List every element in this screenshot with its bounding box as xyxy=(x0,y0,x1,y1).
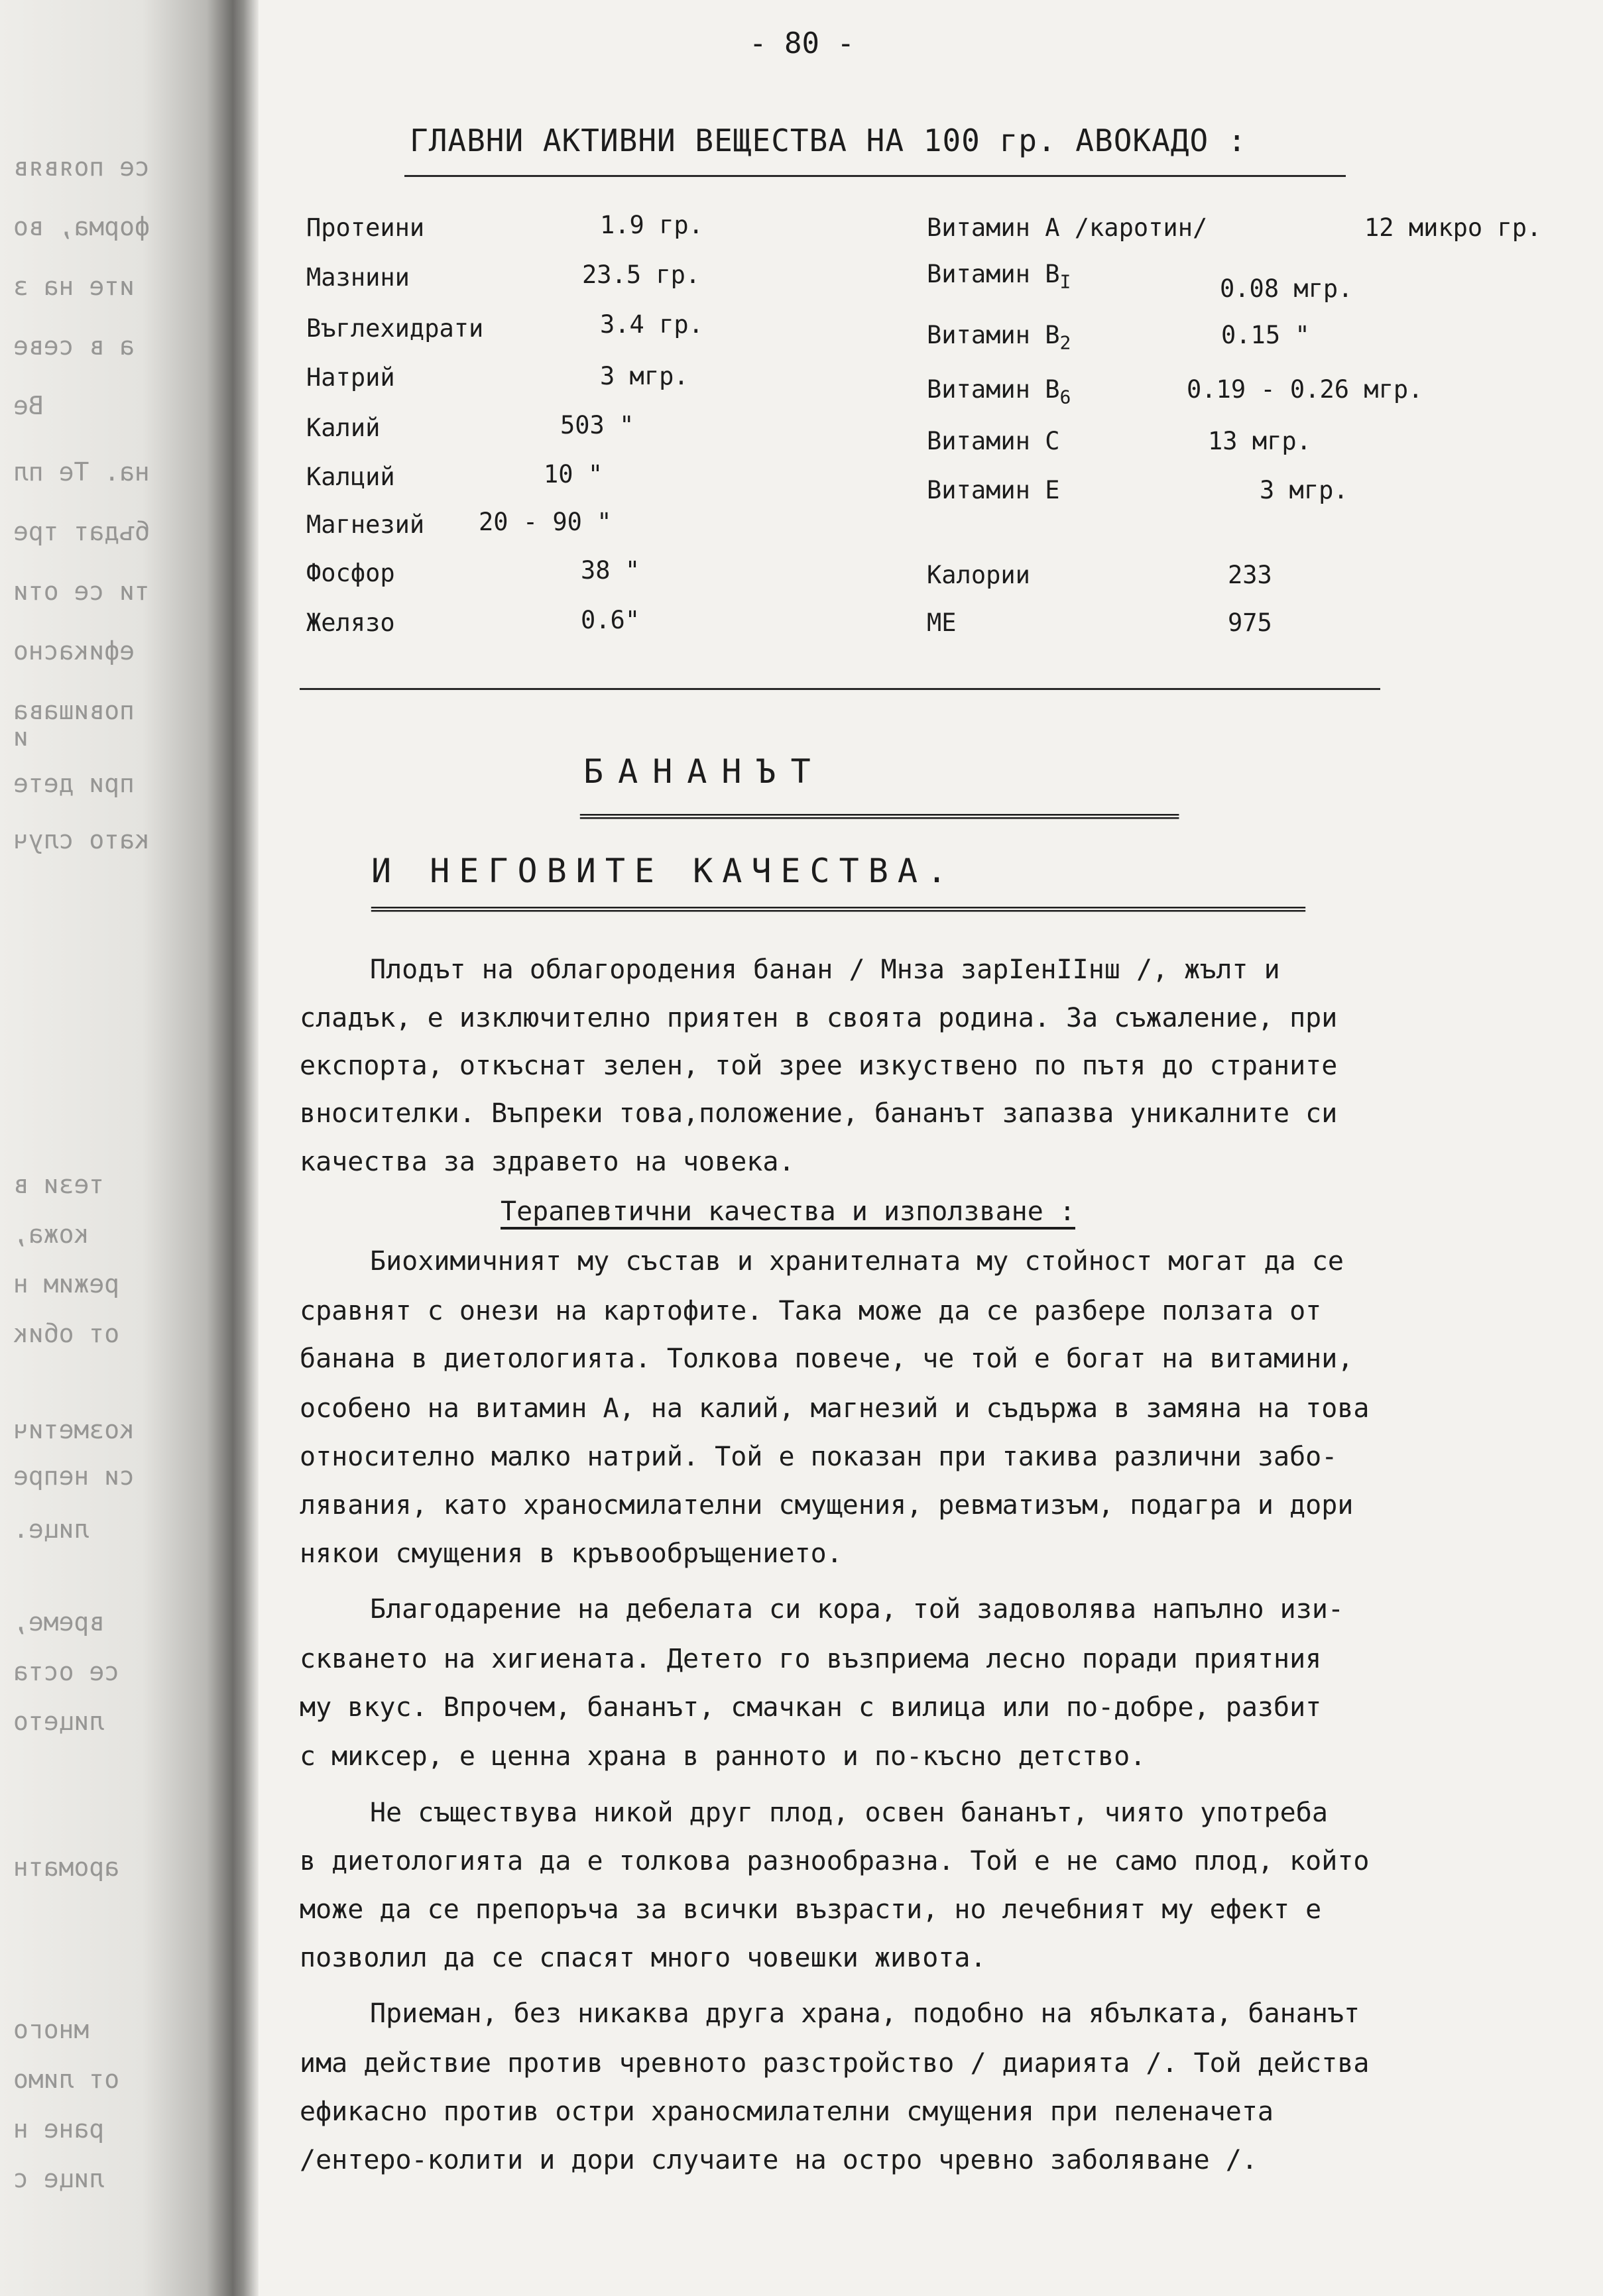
page-number: - 80 - xyxy=(749,27,855,60)
vitamin-name: Витамин $В_2$ xyxy=(927,321,1071,354)
document-page xyxy=(265,0,1591,2296)
table-title: ГЛАВНИ АКТИВНИ ВЕЩЕСТВА НА 100 гр. АВОКАДО : xyxy=(410,123,1247,158)
nutrient-name: Протеини xyxy=(306,213,425,242)
bleed-line: ароматн xyxy=(13,1853,120,1882)
bleed-line: форма, во xyxy=(13,212,150,241)
vitamin-value: 0.19 - 0.26 мгр. xyxy=(1187,375,1423,404)
text-line: скването на хигиената. Детето го възприема лесно поради приятния xyxy=(300,1644,1322,1674)
text-line: относително малко натрий. Той е показан при такива различни забо- xyxy=(300,1442,1338,1472)
bleed-line: ефикасно xyxy=(13,636,135,665)
text-line: лявания, като храносмилателни смущения, ревматизъм, подагра и дори xyxy=(300,1490,1354,1521)
text-line: може да се препоръча за всички възрасти, но лечебният му ефект е xyxy=(300,1894,1322,1925)
nutrient-value: 10 " xyxy=(544,460,603,488)
bleed-line: при дете xyxy=(13,769,135,798)
bleed-line: се появяв xyxy=(13,152,150,182)
me-value: 975 xyxy=(1228,608,1272,637)
nutrient-value: 20 - 90 " xyxy=(479,508,612,536)
bleed-line: Ве xyxy=(13,391,44,420)
bleed-line: бъдат тре xyxy=(13,517,150,546)
bleed-line: лице с xyxy=(13,2164,105,2193)
nutrient-name: Магнезий xyxy=(306,510,425,539)
bleed-line: режим н xyxy=(13,1269,120,1298)
bleed-line: от лимо xyxy=(13,2065,120,2094)
bleed-line: ране н xyxy=(13,2114,105,2144)
text-line: някои смущения в кръвообръщението. xyxy=(300,1538,843,1569)
me-label: МЕ xyxy=(927,608,957,637)
text-line: особено на витамин А, на калий, магнезий и съдържа в замяна на това xyxy=(300,1393,1370,1424)
heading-qualities: И НЕГОВИТЕ КАЧЕСТВА. xyxy=(371,852,957,890)
text-line: в диетологията да е толкова разнообразна. Той е не само плод, който xyxy=(300,1846,1370,1876)
vitamin-value: 12 микро гр. xyxy=(1364,213,1542,242)
nutrient-name: Желязо xyxy=(306,608,395,637)
text-line: Биохимичният му състав и хранителната му стойност могат да се xyxy=(370,1246,1344,1277)
bleed-line: и xyxy=(13,722,29,752)
vitamin-value: 0.15 " xyxy=(1221,321,1310,349)
vitamin-value: 3 мгр. xyxy=(1260,476,1348,504)
text-line: качества за здравето на човека. xyxy=(300,1147,795,1177)
nutrient-value: 503 " xyxy=(560,411,634,439)
calories-value: 233 xyxy=(1228,561,1272,589)
nutrient-name: Мазнини xyxy=(306,263,410,292)
nutrient-name: Въглехидрати xyxy=(306,314,484,343)
text-line: Благодарение на дебелата си кора, той задоволява напълно изи- xyxy=(370,1594,1344,1625)
text-line: вносителки. Въпреки това,положение, бананът запазва уникалните си xyxy=(300,1098,1338,1129)
text-line: сравнят с онези на картофите. Така може да се разбере ползата от xyxy=(300,1296,1322,1326)
text-line: ефикасно против остри храносмилателни смущения при пеленачета xyxy=(300,2096,1274,2127)
bleed-line: ти се оти xyxy=(13,577,150,606)
vitamin-value: 13 мгр. xyxy=(1208,427,1311,455)
heading-banana: БАНАНЪТ xyxy=(583,752,825,791)
bleed-line: като случ xyxy=(13,825,150,854)
text-line: му вкус. Впрочем, бананът, смачкан с вилица или по-добре, разбит xyxy=(300,1692,1322,1723)
bleed-line: козметич xyxy=(13,1415,135,1444)
vitamin-name: Витамин $В_I$ xyxy=(927,260,1071,293)
bleed-line: от обик xyxy=(13,1319,120,1348)
nutrient-name: Калий xyxy=(306,414,381,442)
nutrient-value: 1.9 гр. xyxy=(600,211,703,239)
nutrient-value: 0.6" xyxy=(581,606,640,634)
text-line: /ентеро-колити и дори случаите на остро чревно заболяване /. xyxy=(300,2145,1258,2175)
bleed-line: време, xyxy=(13,1607,105,1636)
nutrient-name: Калций xyxy=(306,463,395,491)
bleed-line: а в севе xyxy=(13,331,135,361)
subheading-therapeutic: Терапевтични качества и използване : xyxy=(501,1196,1075,1227)
title-underline xyxy=(404,175,1346,177)
bleed-line: си непре xyxy=(13,1462,135,1491)
text-line: има действие против чревното разстройство / диарията /. Той действа xyxy=(300,2048,1370,2079)
table-bottom-rule xyxy=(300,688,1380,690)
text-line: Не съществува никой друг плод, освен бананът, чиято употреба xyxy=(370,1798,1328,1828)
nutrient-value: 3 мгр. xyxy=(600,362,689,390)
heading-double-rule: ══════════════════════════════════════════════════ xyxy=(580,805,1179,829)
nutrient-name: Фосфор xyxy=(306,559,395,587)
vitamin-value: 0.08 мгр. xyxy=(1220,274,1353,303)
nutrient-value: 38 " xyxy=(581,556,640,585)
text-line: с миксер, е ценна храна в ранното и по-късно детство. xyxy=(300,1741,1146,1772)
vitamin-name: Витамин С xyxy=(927,427,1060,455)
nutrient-name: Натрий xyxy=(306,363,395,392)
text-line: банана в диетологията. Толкова повече, че той е богат на витамини, xyxy=(300,1344,1354,1374)
nutrient-value: 23.5 гр. xyxy=(582,260,701,289)
bleed-line: се оста xyxy=(13,1657,120,1686)
vitamin-name: Витамин А /каротин/ xyxy=(927,213,1208,242)
bleed-line: кожа, xyxy=(13,1220,89,1249)
bleed-line: лице. xyxy=(13,1515,89,1544)
bleed-through-text xyxy=(0,0,199,2296)
text-line: Плодът на облагородения банан / Мнза зарIенIIнш /, жълт и xyxy=(370,954,1280,985)
bleed-line: много xyxy=(13,2015,89,2044)
heading-double-rule-2: ══════════════════════════════════════════════════════════════════════════════ xyxy=(371,898,1305,921)
vitamin-name: Витамин $В_6$ xyxy=(927,375,1071,408)
calories-label: Калории xyxy=(927,561,1030,589)
nutrient-value: 3.4 гр. xyxy=(600,310,703,339)
bleed-line: повишава xyxy=(13,696,135,725)
vitamin-name: Витамин Е xyxy=(927,476,1060,504)
bleed-line: на. Те пл xyxy=(13,457,150,487)
bleed-line: лицето xyxy=(13,1707,105,1736)
bleed-line: ите на з xyxy=(13,272,135,301)
text-line: позволил да се спасят много човешки живота. xyxy=(300,1943,986,1973)
text-line: сладък, е изключително приятен в своята родина. За съжаление, при xyxy=(300,1003,1338,1033)
bleed-line: тези в xyxy=(13,1170,105,1199)
text-line: експорта, откъснат зелен, той зрее изкуствено по пътя до страните xyxy=(300,1051,1338,1081)
text-line: Приеман, без никаква друга храна, подобно на ябълката, бананът xyxy=(370,1998,1360,2029)
